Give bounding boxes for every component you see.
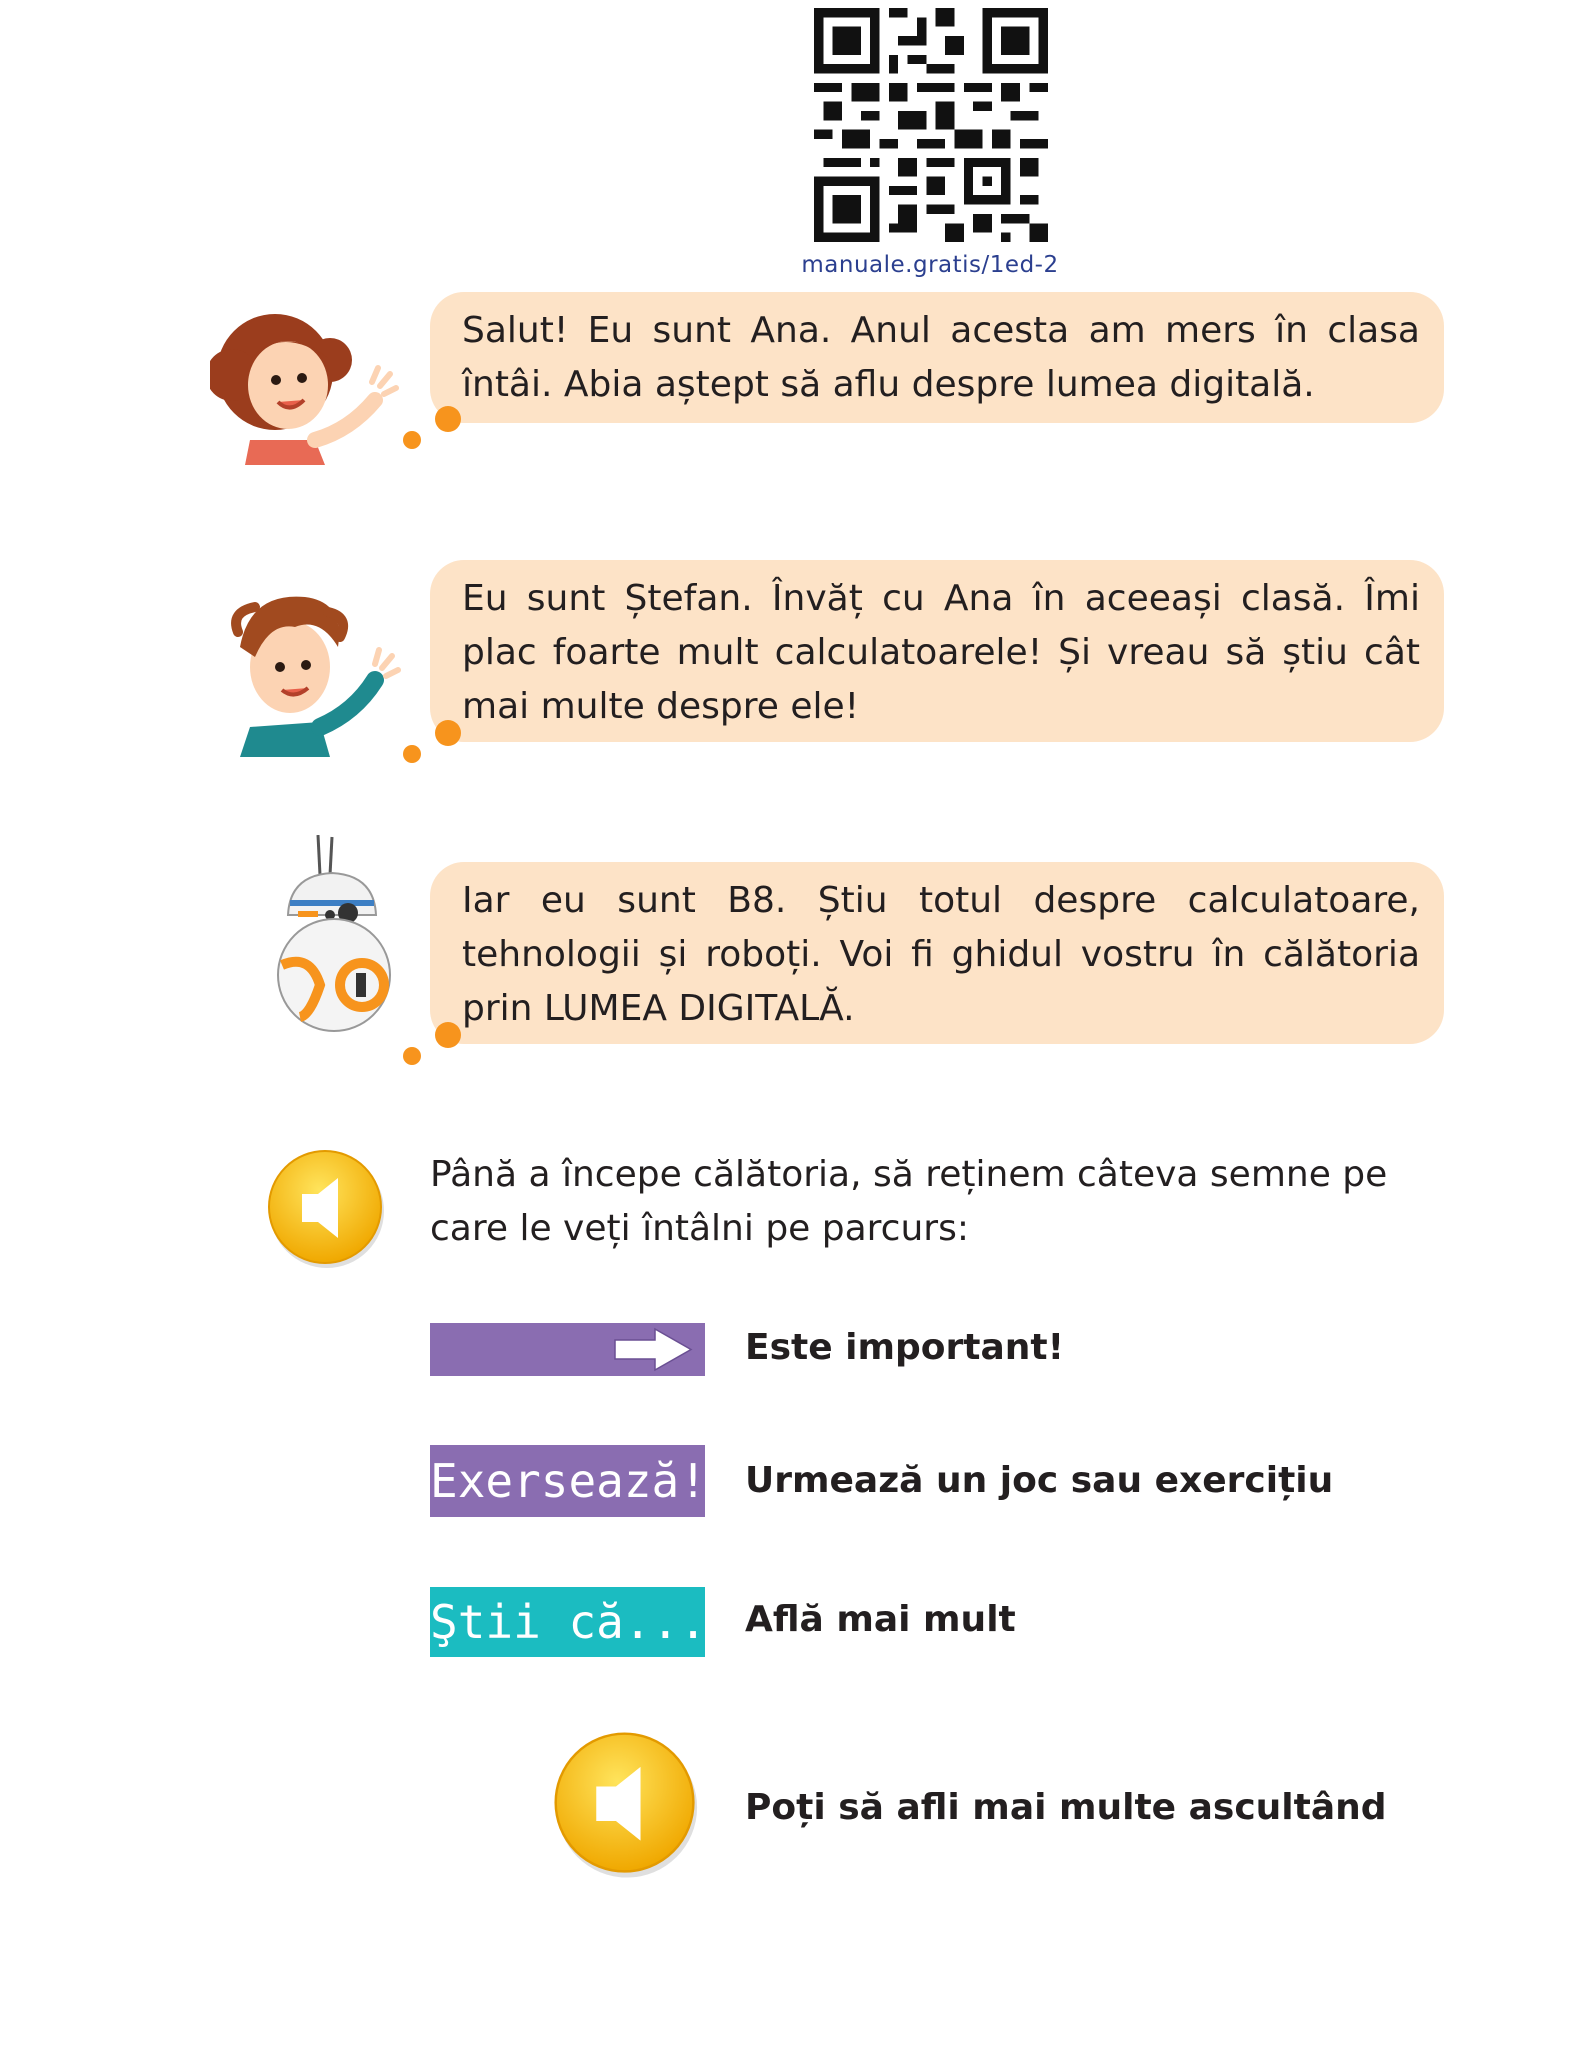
bubble-dot bbox=[435, 720, 461, 746]
intro-text: Până a începe călătoria, să reținem câteva semne pe care le veți întâlni pe parcurs: bbox=[430, 1154, 1388, 1249]
important-sign-bar bbox=[430, 1323, 705, 1376]
ana-illustration bbox=[210, 290, 410, 465]
sign-label-important: Este important! bbox=[745, 1327, 1065, 1368]
bubble-dot bbox=[403, 745, 421, 763]
bubble-dot bbox=[435, 1022, 461, 1048]
speaker-icon[interactable] bbox=[552, 1730, 702, 1880]
speech-bubble-stefan: Eu sunt Ștefan. Învăț cu Ana în aceeași clasă. Îmi plac foarte mult calculatoarele! Și vreau să știu cât mai multe despre ele! bbox=[430, 560, 1444, 742]
qr-link[interactable]: manuale.gratis/1ed-2 bbox=[801, 252, 1059, 278]
sign-label-exercise: Urmează un joc sau exercițiu bbox=[745, 1460, 1334, 1501]
speech-bubble-b8: Iar eu sunt B8. Știu totul despre calculatoare, tehnologii și roboți. Voi fi ghidul vostru în călătoria prin LUMEA DIGITALĂ. bbox=[430, 862, 1444, 1044]
sign-label-learn-more: Află mai mult bbox=[745, 1599, 1016, 1640]
stefan-illustration bbox=[210, 572, 410, 757]
bubble-dot bbox=[435, 406, 461, 432]
bubble-dot bbox=[403, 431, 421, 449]
bubble-dot bbox=[403, 1047, 421, 1065]
stii-ca-badge: Ştii că... bbox=[430, 1587, 705, 1657]
speaker-icon[interactable] bbox=[266, 1148, 388, 1270]
qr-code bbox=[814, 8, 1048, 242]
sign-label-listen: Poți să afli mai multe ascultând bbox=[745, 1787, 1387, 1828]
b8-robot-illustration bbox=[270, 835, 400, 1035]
speech-bubble-ana: Salut! Eu sunt Ana. Anul acesta am mers în clasa întâi. Abia aștept să aflu despre lumea digitală. bbox=[430, 292, 1444, 423]
exerseaza-badge: Exersează! bbox=[430, 1445, 705, 1517]
arrow-icon bbox=[613, 1327, 695, 1372]
